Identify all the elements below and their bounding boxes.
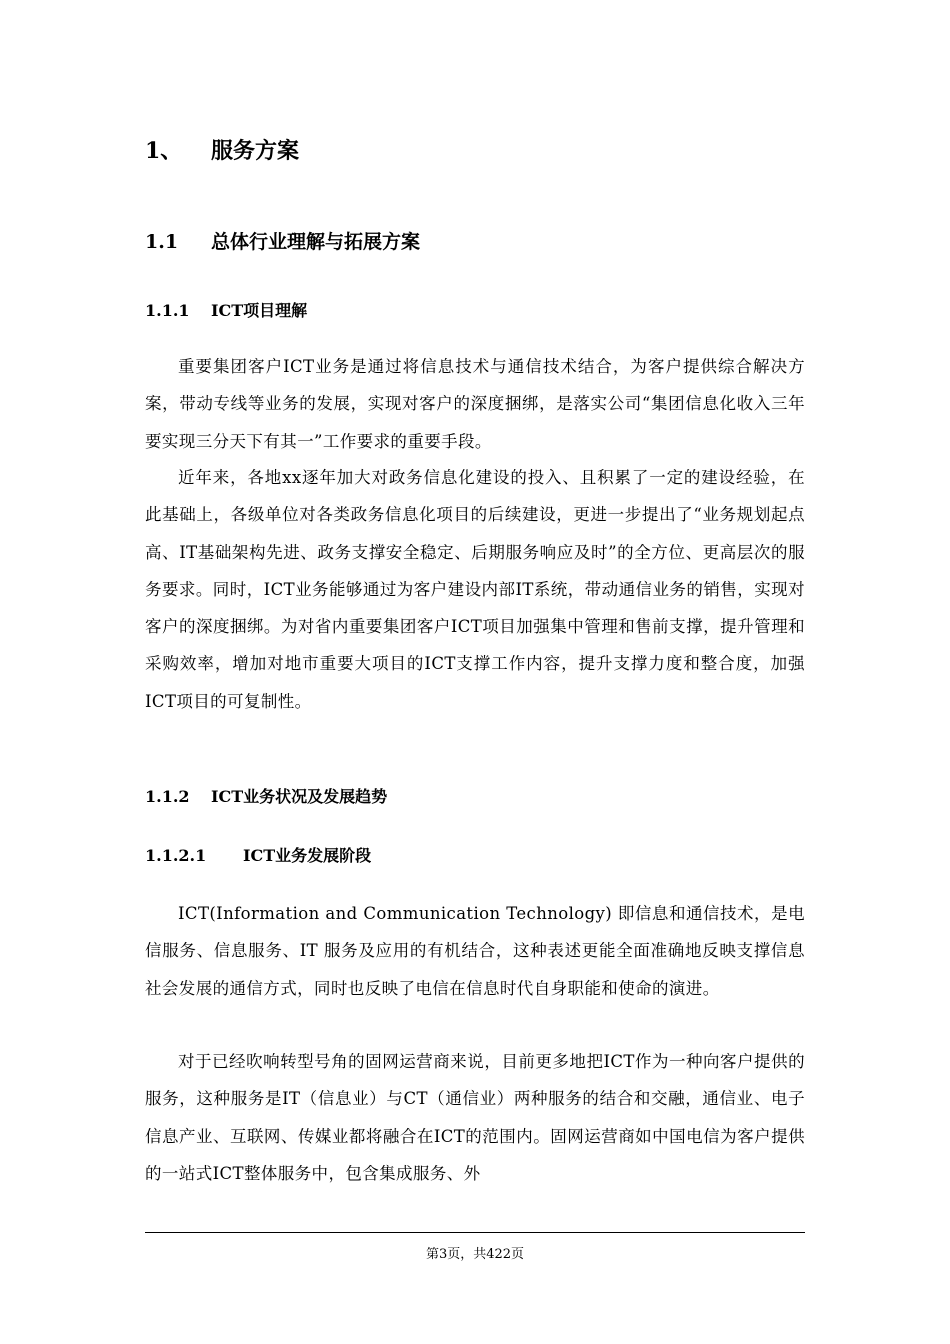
- page-number: 第3页，共422页: [425, 1247, 525, 1262]
- heading-3-number: 1.1.1: [145, 301, 190, 320]
- paragraph-1: 重要集团客户ICT业务是通过将信息技术与通信技术结合，为客户提供综合解决方案，带动专线等业务的发展，实现对客户的深度捆绑，是落实公司“集团信息化收入三年要实现三分天下有其一”工作要求的重要手段。: [145, 357, 805, 451]
- heading-4-title: ICT业务发展阶段: [243, 846, 372, 865]
- paragraph-3: ICT(Information and Communication Technology) 即信息和通信技术，是电信服务、信息服务、IT 服务及应用的有机结合，这种表述更能全面准确地反映支撑信息社会发展的通信方式，同时也反映了电信在信息时代自身职能和使命的演进。: [145, 904, 805, 998]
- heading-3-title: ICT项目理解: [211, 301, 308, 320]
- heading-3-number: 1.1.2: [145, 787, 190, 806]
- heading-1: [145, 136, 299, 166]
- heading-2-title: 总体行业理解与拓展方案: [211, 231, 421, 253]
- paragraph-4: 对于已经吹响转型号角的固网运营商来说，目前更多地把ICT作为一种向客户提供的服务，这种服务是IT（信息业）与CT（通信业）两种服务的结合和交融，通信业、电子信息产业、互联网、传媒业都将融合在ICT的范围内。固网运营商如中国电信为客户提供的一站式ICT整体服务中，包含集成服务、外: [145, 1052, 805, 1183]
- heading-3-ict-status: [145, 785, 387, 809]
- footer-divider: [145, 1232, 805, 1233]
- heading-3-title: ICT业务状况及发展趋势: [211, 787, 388, 806]
- heading-4-number: 1.1.2.1: [145, 846, 207, 865]
- heading-1-number: 1、: [145, 138, 183, 164]
- heading-4-ict-stages: [145, 844, 371, 868]
- paragraph-2: 近年来，各地xx逐年加大对政务信息化建设的投入、且积累了一定的建设经验，在此基础上，各级单位对各类政务信息化项目的后续建设，更进一步提出了“业务规划起点高、IT基础架构先进、政务支撑安全稳定、后期服务响应及时”的全方位、更高层次的服务要求。同时，ICT业务能够通过为客户建设内部IT系统，带动通信业务的销售，实现对客户的深度捆绑。为对省内重要集团客户ICT项目加强集中管理和售前支撑，提升管理和采购效率，增加对地市重要大项目的ICT支撑工作内容，提升支撑力度和整合度，加强ICT项目的可复制性。: [145, 468, 805, 711]
- heading-1-title: 服务方案: [211, 138, 300, 164]
- heading-2-number: 1.1: [145, 231, 179, 253]
- heading-3-ict-understanding: [145, 299, 307, 323]
- heading-2: [145, 228, 420, 256]
